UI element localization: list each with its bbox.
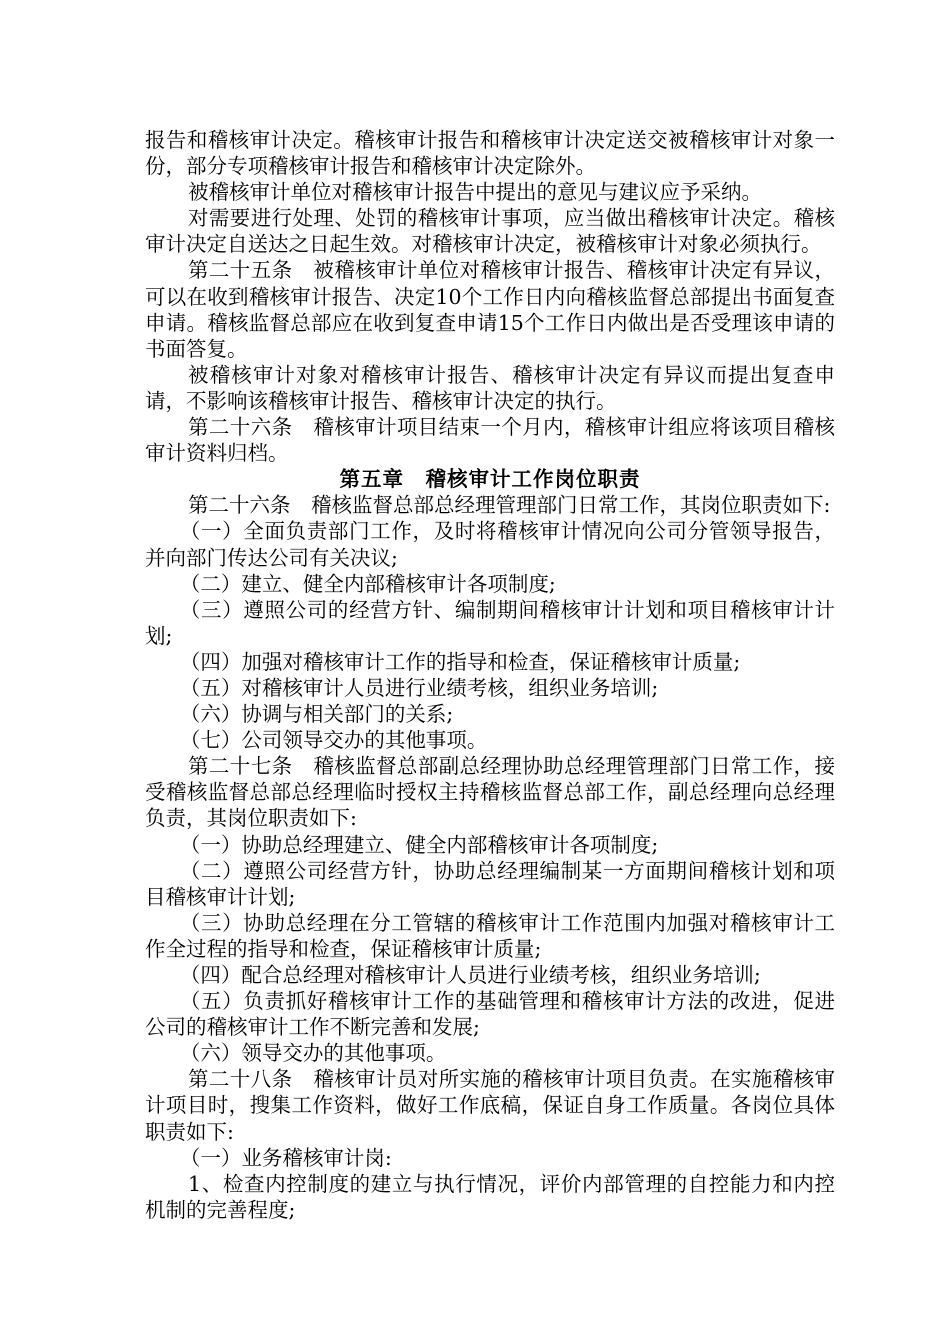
list-item: （六）领导交办的其他事项。 [179,1041,447,1066]
paragraph-5: 被稽核审计对象对稽核审计报告、稽核审计决定有异议而提出复查申请，不影响该稽核审计报告、稽核审计决定的执行。 [145,362,835,413]
list-item: （一）业务稽核审计岗: [179,1145,392,1170]
list-item: （一）协助总经理建立、健全内部稽核审计各项制度; [179,832,659,857]
list-item: （三）协助总经理在分工管辖的稽核审计工作范围内加强对稽核审计工作全过程的指导和检查，保证稽核审计质量; [145,910,835,961]
paragraph-1: 报告和稽核审计决定。稽核审计报告和稽核审计决定送交被稽核审计对象一份，部分专项稽核审计报告和稽核审计决定除外。 [145,128,835,179]
list-item: （三）遵照公司的经营方针、编制期间稽核审计计划和项目稽核审计计划; [145,597,835,648]
list-item: （六）协调与相关部门的关系; [179,702,454,727]
list-item: （二）遵照公司经营方针，协助总经理编制某一方面期间稽核计划和项目稽核审计计划; [145,858,835,909]
article-28: 第二十八条 稽核审计员对所实施的稽核审计项目负责。在实施稽核审计项目时，搜集工作资料，做好工作底稿，保证自身工作质量。各岗位具体职责如下: [145,1067,835,1144]
article-25: 第二十五条 被稽核审计单位对稽核审计报告、稽核审计决定有异议，可以在收到稽核审计报告、决定10个工作日内向稽核监督总部提出书面复查申请。稽核监督总部应在收到复查申请15个工作日内做出是否受理该申请的书面答复。 [145,258,835,361]
list-item: （七）公司领导交办的其他事项。 [179,728,488,753]
list-item: （五）负责抓好稽核审计工作的基础管理和稽核审计方法的改进，促进公司的稽核审计工作不断完善和发展; [145,989,835,1040]
document-page [145,127,835,1223]
list-item: （一）全面负责部门工作，及时将稽核审计情况向公司分管领导报告，并向部门传达公司有关决议; [145,519,835,570]
article-27: 第二十七条 稽核监督总部副总经理协助总经理管理部门日常工作，接受稽核监督总部总经理临时授权主持稽核监督总部工作，副总经理向总经理负责，其岗位职责如下: [145,754,835,831]
paragraph-3: 对需要进行处理、处罚的稽核审计事项，应当做出稽核审计决定。稽核审计决定自送达之日起生效。对稽核审计决定，被稽核审计对象必须执行。 [145,206,835,257]
article-26-archive: 第二十六条 稽核审计项目结束一个月内，稽核审计组应将该项目稽核审计资料归档。 [145,415,835,466]
list-item: （二）建立、健全内部稽核审计各项制度; [179,571,556,596]
list-item: 1、检查内控制度的建立与执行情况，评价内部管理的自控能力和内控机制的完善程度; [145,1171,835,1222]
list-item: （四）加强对稽核审计工作的指导和检查，保证稽核审计质量; [179,649,741,674]
list-item: （四）配合总经理对稽核审计人员进行业绩考核，组织业务培训; [179,963,761,987]
chapter-heading: 第五章 稽核审计工作岗位职责 [339,467,641,492]
article-26-duties: 第二十六条 稽核监督总部总经理管理部门日常工作，其岗位职责如下: [188,493,831,518]
list-item: （五）对稽核审计人员进行业绩考核，组织业务培训; [179,675,659,700]
paragraph-2: 被稽核审计单位对稽核审计报告中提出的意见与建议应予采纳。 [188,180,763,205]
